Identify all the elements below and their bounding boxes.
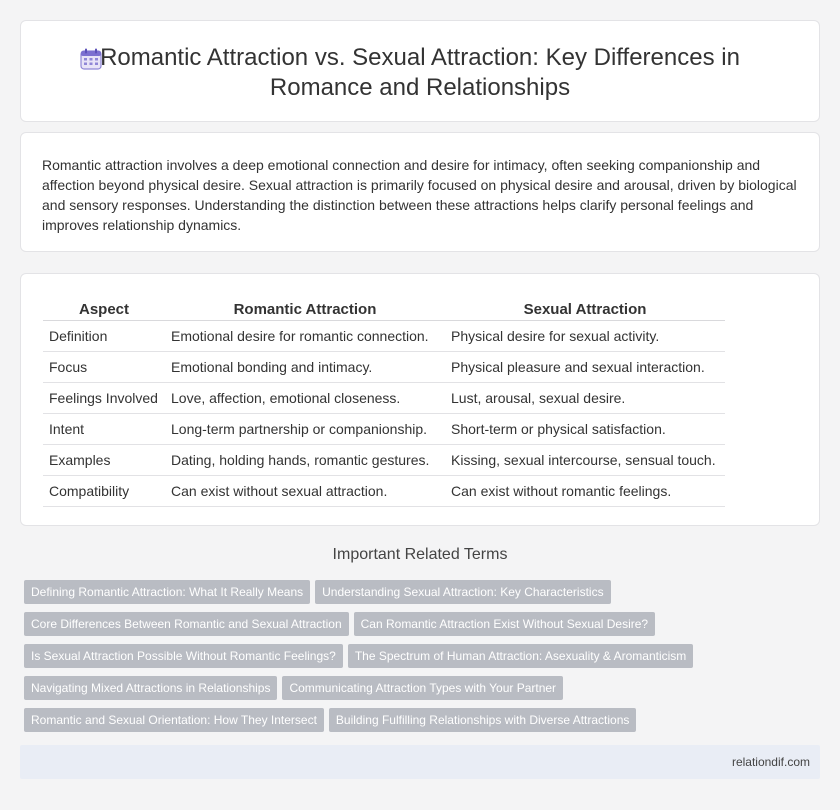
- tag-row: [24, 644, 824, 676]
- table-header-row: [43, 296, 725, 321]
- related-term-tag[interactable]: Defining Romantic Attraction: What It Really Means: [24, 580, 310, 604]
- related-term-tag[interactable]: Communicating Attraction Types with Your Partner: [282, 676, 563, 700]
- tag-row: [24, 676, 824, 708]
- table-header-sexual: Sexual Attraction: [445, 296, 725, 321]
- page-title-line-2: Romance and Relationships: [269, 74, 571, 101]
- table-row: [43, 383, 725, 414]
- table-cell: Can exist without romantic feelings.: [445, 476, 725, 507]
- table-cell: Lust, arousal, sexual desire.: [445, 383, 725, 414]
- table-cell: Feelings Involved: [43, 383, 165, 414]
- related-terms-list: [24, 580, 824, 740]
- table-cell: Intent: [43, 414, 165, 445]
- table-cell: Emotional bonding and intimacy.: [165, 352, 445, 383]
- table-row: [43, 321, 725, 352]
- tag-row: [24, 708, 824, 740]
- table-cell: Focus: [43, 352, 165, 383]
- tag-row: [24, 612, 824, 644]
- table-cell: Long-term partnership or companionship.: [165, 414, 445, 445]
- table-cell: Physical pleasure and sexual interaction.: [445, 352, 725, 383]
- related-term-tag[interactable]: Is Sexual Attraction Possible Without Romantic Feelings?: [24, 644, 343, 668]
- intro-card: [20, 132, 820, 252]
- table-header-romantic: Romantic Attraction: [165, 296, 445, 321]
- related-term-tag[interactable]: Understanding Sexual Attraction: Key Characteristics: [315, 580, 610, 604]
- page-title: [21, 43, 819, 103]
- related-term-tag[interactable]: Romantic and Sexual Orientation: How They Intersect: [24, 708, 324, 732]
- related-term-tag[interactable]: Navigating Mixed Attractions in Relationships: [24, 676, 277, 700]
- table-cell: Love, affection, emotional closeness.: [165, 383, 445, 414]
- table-cell: Compatibility: [43, 476, 165, 507]
- table-row: [43, 445, 725, 476]
- related-term-tag[interactable]: Core Differences Between Romantic and Sexual Attraction: [24, 612, 349, 636]
- comparison-table: [43, 296, 725, 507]
- table-header-aspect: Aspect: [43, 296, 165, 321]
- table-cell: Definition: [43, 321, 165, 352]
- related-term-tag[interactable]: Building Fulfilling Relationships with Diverse Attractions: [329, 708, 636, 732]
- title-card: [20, 20, 820, 122]
- table-cell: Emotional desire for romantic connection.: [165, 321, 445, 352]
- table-cell: Examples: [43, 445, 165, 476]
- page-title-line-1: Romantic Attraction vs. Sexual Attraction: Key Differences in: [100, 44, 740, 71]
- intro-paragraph: Romantic attraction involves a deep emotional connection and desire for intimacy, often seeking companionship and affection beyond physical desire. Sexual attraction is primarily focused on physical desire and arousal, driven by biological and sensory responses. Understanding the distinction between these attractions helps clarify personal feelings and improves relationship dynamics.: [42, 157, 797, 233]
- table-row: [43, 352, 725, 383]
- table-cell: Kissing, sexual intercourse, sensual touch.: [445, 445, 725, 476]
- footer-site-link[interactable]: relationdif.com: [731, 755, 810, 769]
- tag-row: [24, 580, 824, 612]
- table-cell: Can exist without sexual attraction.: [165, 476, 445, 507]
- related-terms-title: Important Related Terms: [332, 546, 508, 563]
- table-cell: Physical desire for sexual activity.: [445, 321, 725, 352]
- table-row: [43, 476, 725, 507]
- related-term-tag[interactable]: The Spectrum of Human Attraction: Asexuality & Aromanticism: [348, 644, 693, 668]
- table-cell: Short-term or physical satisfaction.: [445, 414, 725, 445]
- table-cell: Dating, holding hands, romantic gestures.: [165, 445, 445, 476]
- footer: [20, 745, 820, 779]
- related-term-tag[interactable]: Can Romantic Attraction Exist Without Sexual Desire?: [354, 612, 655, 636]
- comparison-card: [20, 273, 820, 526]
- table-row: [43, 414, 725, 445]
